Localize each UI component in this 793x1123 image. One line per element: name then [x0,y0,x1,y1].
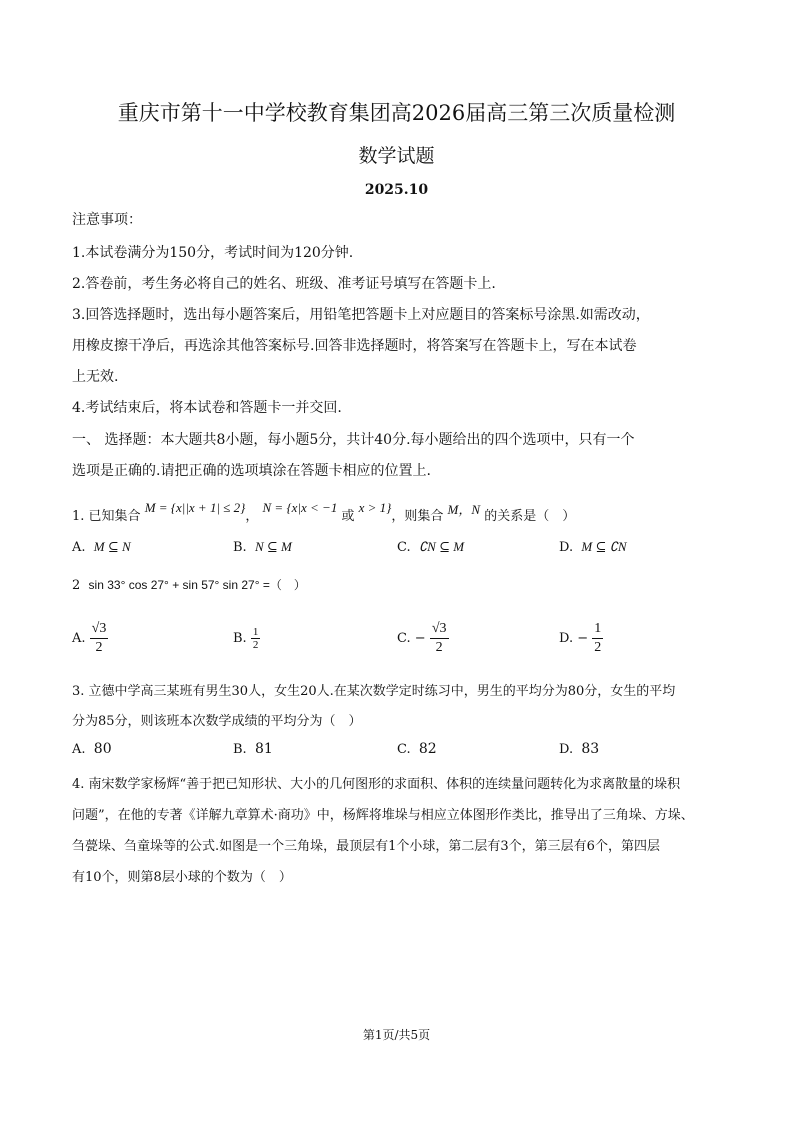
q1-set-n-2: x > 1} [358,500,392,515]
question-1 [72,500,576,524]
q2-option-a[interactable]: A. $\frac{√3}{2}$ [72,621,107,655]
note-item-3: 3.回答选择题时，选出每小题答案后，用铅笔把答题卡上对应题目的答案标号涂黑.如需改动， [72,307,650,323]
q2-option-c[interactable]: C. − $\frac{√3}{2}$ [397,621,447,655]
q2-prefix: 2 [72,578,81,593]
question-4-line-2: 问题”，在他的专著《详解九章算术·商功》中，杨辉将堆垛与相应立体图形作类比，推导出了三角垛、方垛、 [72,808,694,823]
note-item-3-cont: 用橡皮擦干净后，再选涂其他答案标号.回答非选择题时，将答案写在答题卡上，写在本试卷 [72,338,637,354]
q3-option-c[interactable]: C. 82 [397,741,437,757]
question-4-line-4: 有10个，则第8层小球的个数为（ ） [72,870,292,885]
q1-suffix: ，则集合 [391,509,444,524]
question-4-line-1: 4. 南宋数学家杨辉“善于把已知形状、大小的几何图形的求面积、体积的连续量问题转化为求离散量的垛积 [72,777,681,792]
q1-or: 或 [341,509,355,524]
q3-option-b[interactable]: B. 81 [233,741,273,757]
page-footer: 第1页/共5页 [362,1028,431,1042]
question-2 [72,576,306,593]
exam-date: 2025.10 [364,182,429,198]
q1-option-b[interactable]: B. N ⊆ M [233,539,292,555]
q1-comma: ， [245,509,259,524]
q1-option-a[interactable]: A. M ⊆ N [72,539,131,555]
question-4-line-3: 刍甍垛、刍童垛等的公式.如图是一个三角垛，最顶层有1个小球，第二层有3个，第三层有6个，第四层 [72,839,660,854]
notes-heading: 注意事项： [72,212,142,228]
q1-option-d[interactable]: D. M ⊆ ∁N [559,539,627,555]
question-3-line-2: 分为85分，则该班本次数学成绩的平均分为（ ） [72,714,362,729]
q1-set-n: N = {x|x < −1 [262,500,338,515]
question-3-line-1: 3. 立德中学高三某班有男生30人，女生20人.在某次数学定时练习中，男生的平均分为80分，女生的平均 [72,684,676,699]
q2-expression: sin 33° cos 27° + sin 57° sin 27° =（ ） [88,578,306,592]
exam-subtitle: 数学试题 [358,145,435,167]
q1-tail: 的关系是（ ） [484,509,576,524]
section-instructions-1: 一、 选择题：本大题共8小题，每小题5分，共计40分.每小题给出的四个选项中，只有一个 [72,432,635,448]
q1-option-c[interactable]: C. ∁N ⊆ M [397,539,465,555]
q1-set-m: M = {x||x + 1| ≤ 2} [144,500,246,515]
q3-option-a[interactable]: A. 80 [72,741,112,757]
q1-mn: M，N [447,502,481,517]
q3-option-d[interactable]: D. 83 [559,741,600,757]
q2-option-b[interactable]: B. $\frac{1}{2}$ [233,626,259,651]
note-item-1: 1.本试卷满分为150分，考试时间为120分钟. [72,245,354,261]
exam-title: 重庆市第十一中学校教育集团高2026届高三第三次质量检测 [117,101,676,125]
note-item-3-end: 上无效. [72,369,119,385]
section-instructions-2: 选项是正确的.请把正确的选项填涂在答题卡相应的位置上. [72,463,431,479]
note-item-2: 2.答卷前，考生务必将自己的姓名、班级、准考证号填写在答题卡上. [72,276,496,292]
q2-option-d[interactable]: D. − $\frac{1}{2}$ [559,621,602,655]
q1-prefix: 1. 已知集合 [72,509,141,524]
note-item-4: 4.考试结束后，将本试卷和答题卡一并交回. [72,400,342,416]
